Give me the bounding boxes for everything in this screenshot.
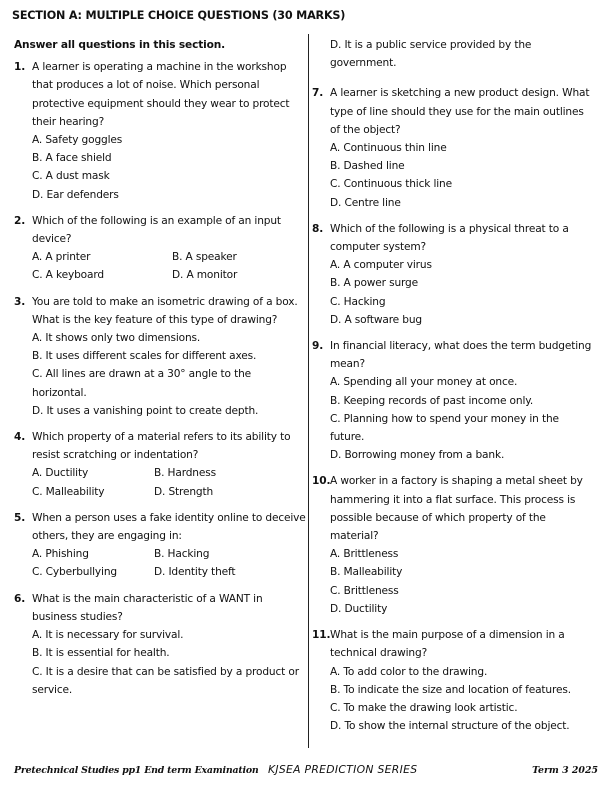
option-b: B. Keeping records of past income only. <box>330 394 534 407</box>
question-7 <box>312 84 596 211</box>
options-grid <box>32 464 306 500</box>
question-text: When a person uses a fake identity online to deceive others, they are engaging in: <box>32 511 306 543</box>
option-d: D. Strength <box>154 485 214 498</box>
question-10 <box>312 472 596 618</box>
option-c: C. A dust mask <box>32 170 110 183</box>
question-text: Which of the following is an example of an input device? <box>32 214 281 246</box>
question-5 <box>14 509 306 582</box>
option-d: D. To show the internal structure of the object. <box>330 720 570 733</box>
question-6-continued <box>312 36 596 72</box>
option-b: B. It is essential for health. <box>32 647 170 660</box>
option-c: C. Malleability <box>32 485 105 498</box>
option-a: A. A computer virus <box>330 259 432 272</box>
option-b: B. A speaker <box>172 251 237 264</box>
option-b: B. A power surge <box>330 277 418 290</box>
option-b: B. Hacking <box>154 548 210 561</box>
options-grid <box>32 545 306 581</box>
question-number: 5. <box>14 511 26 524</box>
option-b: B. To indicate the size and location of features. <box>330 683 571 696</box>
option-c: C. Cyberbullying <box>32 566 117 579</box>
question-2 <box>14 212 306 285</box>
question-text: What is the main purpose of a dimension in a technical drawing? <box>330 629 565 660</box>
question-text: A learner is operating a machine in the workshop that produces a lot of noise. Which personal protective equipment should they wear to protect their hearing? <box>32 61 290 128</box>
option-d: D. Borrowing money from a bank. <box>330 449 505 462</box>
option-d: D. Centre line <box>330 196 401 209</box>
question-number: 1. <box>14 61 26 74</box>
option-d: D. Ear defenders <box>32 188 119 201</box>
option-a: A. Ductility <box>32 467 89 480</box>
option-d: D. Identity theft <box>154 566 236 579</box>
question-11 <box>312 626 596 735</box>
options-grid <box>32 248 306 284</box>
question-text: Which property of a material refers to its ability to resist scratching or indentation? <box>32 431 291 462</box>
option-c: C. All lines are drawn at a 30° angle to the horizontal. <box>32 368 252 399</box>
option-a: A. A printer <box>32 251 91 264</box>
option-d: D. Ductility <box>330 602 388 615</box>
option-b: B. It uses different scales for different axes. <box>32 350 257 363</box>
option-d: D. It is a public service provided by the government. <box>330 39 532 70</box>
question-number: 2. <box>14 214 26 227</box>
question-number: 8. <box>312 222 324 235</box>
question-3 <box>14 293 306 420</box>
question-1 <box>14 58 306 204</box>
section-title: SECTION A: MULTIPLE CHOICE QUESTIONS (30 MARKS) <box>12 9 346 22</box>
option-c: C. It is a desire that can be satisfied by a product or service. <box>32 665 299 696</box>
question-9 <box>312 337 596 464</box>
question-text: Which of the following is a physical threat to a computer system? <box>330 222 569 254</box>
option-a: A. Spending all your money at once. <box>330 376 518 389</box>
question-text: In financial literacy, what does the term budgeting mean? <box>330 340 592 371</box>
right-column <box>312 36 596 743</box>
footer-series: KJSEA PREDICTION SERIES <box>268 763 418 776</box>
footer-term: Term 3 2025 <box>532 765 598 776</box>
question-number: 3. <box>14 295 26 308</box>
page-footer <box>14 762 598 782</box>
question-number: 7. <box>312 87 324 100</box>
question-number: 10. <box>312 475 331 488</box>
option-c: C. Hacking <box>330 295 386 308</box>
question-text: You are told to make an isometric drawing of a box. What is the key feature of this type of drawing? <box>32 295 298 326</box>
option-a: A. It shows only two dimensions. <box>32 332 201 345</box>
question-4 <box>14 428 306 501</box>
question-text: A learner is sketching a new product design. What type of line should they use for the main outlines of the object? <box>330 87 590 136</box>
option-d: D. It uses a vanishing point to create depth. <box>32 404 259 417</box>
instruction: Answer all questions in this section. <box>14 39 226 51</box>
left-column <box>14 36 306 707</box>
option-a: A. Continuous thin line <box>330 142 447 155</box>
option-a: A. Safety goggles <box>32 134 123 147</box>
option-d: D. A monitor <box>172 269 238 282</box>
question-number: 9. <box>312 340 324 353</box>
option-b: B. Dashed line <box>330 160 405 173</box>
option-b: B. Malleability <box>330 566 403 579</box>
question-number: 11. <box>312 629 331 642</box>
question-6 <box>14 590 306 699</box>
option-d: D. A software bug <box>330 313 422 326</box>
option-b: B. Hardness <box>154 467 216 480</box>
option-c: C. Continuous thick line <box>330 178 452 191</box>
question-text: What is the main characteristic of a WANT in business studies? <box>32 592 263 623</box>
option-a: A. It is necessary for survival. <box>32 629 184 642</box>
option-c: C. Brittleness <box>330 584 399 597</box>
question-number: 6. <box>14 592 26 605</box>
question-8 <box>312 220 596 329</box>
question-number: 4. <box>14 431 26 444</box>
option-b: B. A face shield <box>32 152 112 165</box>
option-c: C. To make the drawing look artistic. <box>330 701 518 714</box>
column-divider <box>308 34 309 748</box>
question-text: A worker in a factory is shaping a metal sheet by hammering it into a flat surface. This process is possible because of which property of the material? <box>330 475 583 543</box>
footer-subject: Pretechnical Studies pp1 End term Examination <box>14 765 259 776</box>
option-c: C. A keyboard <box>32 269 104 282</box>
option-a: A. Brittleness <box>330 548 399 561</box>
option-c: C. Planning how to spend your money in the future. <box>330 412 559 444</box>
option-a: A. Phishing <box>32 548 89 561</box>
option-a: A. To add color to the drawing. <box>330 665 488 678</box>
